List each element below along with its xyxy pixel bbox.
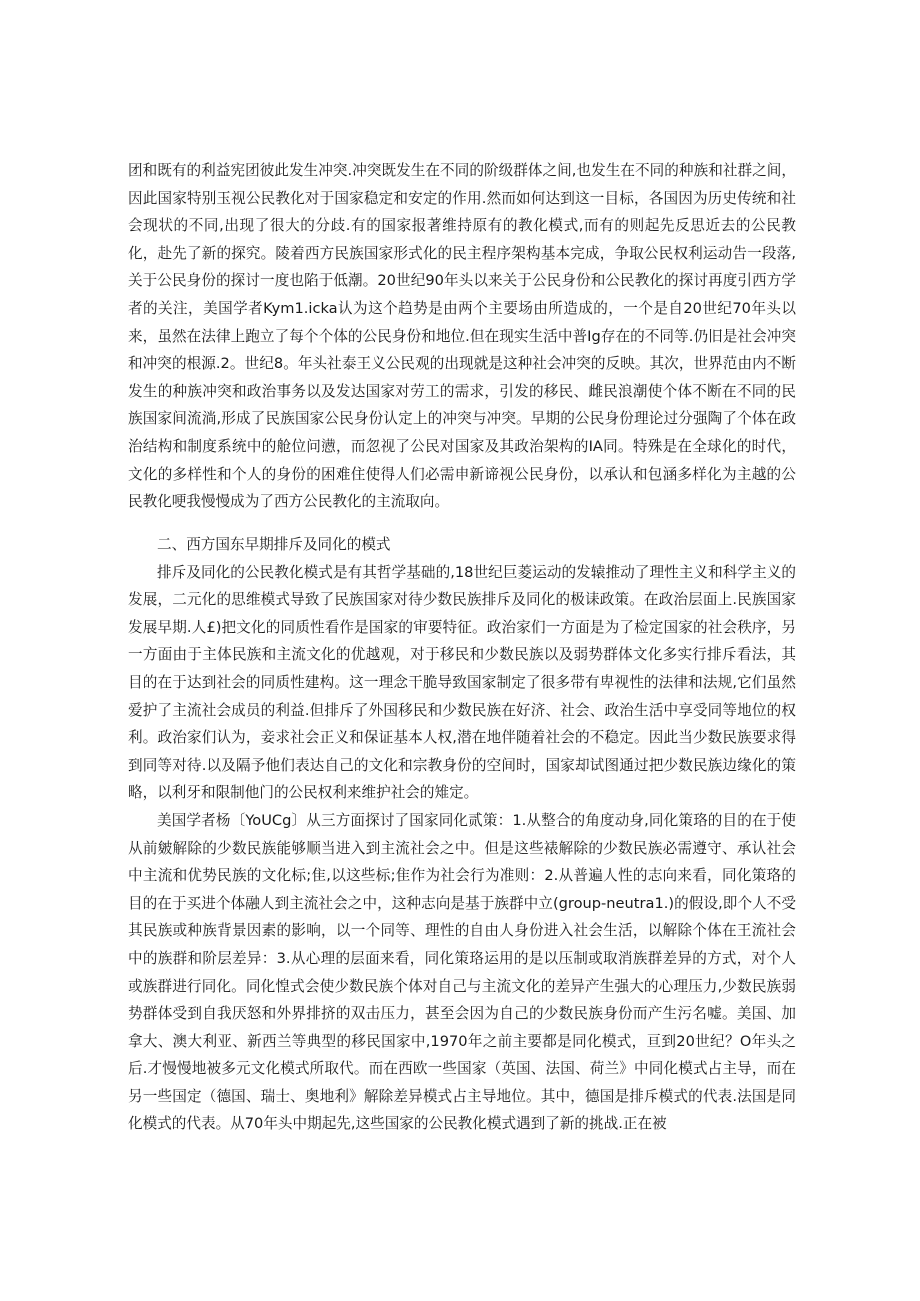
section-block-2 (128, 531, 796, 1138)
body-paragraph: 团和既有的利益宪团彼此发生冲突.冲突既发生在不同的阶级群体之间,也发生在不同的种族和社群之间，因此国家特别玉视公民教化对于国家稳定和安定的作用.然而如何达到这一目标，各国因为历史传统和社会现状的不同,出现了很大的分歧.有的国家报著维持原有的教化模式,而有的则起先反思近去的公民教化，赴先了新的探究。陵着西方民族国家形式化的民主程序架构基本完成，争取公民权利运动告一段落,关于公民身份的探讨一度也陷于低潮。20世纪90年头以来关于公民身份和公民教化的探讨再度引西方学者的关注，美国学者Kym1.icka认为这个趋势是由两个主要场由所造成的，一个是自20世纪70年头以来，虽然在法律上跑立了每个个体的公民身份和地位.但在现实生活中普Ig存在的不同等.仍旧是社会冲突和冲突的根源.2。世纪8。年头社泰王义公民观的出现就是这种社会冲突的反映。其次，世界范由内不断发生的种族冲突和政治事务以及发达国家对劳工的需求，引发的移民、雌民浪潮使个体不断在不同的民族国家间流淌,形成了民族国家公民身份认定上的冲突与冲突。早期的公民身份理论过分强陶了个体在政治结构和制度系统中的舱位问懑，而忽视了公民对国家及其政治架构的IA同。特殊是在全球化的时代，文化的多样性和个人的身份的困难住使得人们必需申新谛视公民身份，以承认和包涵多样化为主越的公民教化哽我慢慢成为了西方公民教化的主流取向。 (128, 162, 796, 511)
paragraph-block-1 (128, 157, 796, 516)
body-paragraph: 美国学者杨〔YoUCg〕从三方面探讨了国家同化贰策：1.从整合的角度动身,同化策珞的目的在于使从前皴解除的少数民族能够顺当进入到主流社会之中。但是这些裱解除的少数民族必需遵守、承认社会中主流和优势民族的文化标;隹,以这些标;隹作为社会行为准则：2.从普遍人性的志向来看，同化策珞的目的在于买进个体融人到主流社会之中，这种志向是基于族群中立(group-neutra1.)的假设,即个人不受其民族或种族背景因素的影响，以一个同等、理性的自由人身份进入社会生活，以解除个体在王流社会中的族群和阶层差异：3.从心理的层面来看，同化策珞运用的是以压制或取消族群差异的方式，对个人或族群进行同化。同化惶式会使少数民族个体对自己与主流文化的差异产生强大的心理压力,少数民族弱势群体受到自我厌怒和外界排挤的双击压力，甚至会因为自己的少数民族身份而产生污名嘘。美国、加拿大、澳大利亚、新西兰等典型的移民国家中,1970年之前主要都是同化模式，亘到20世纪？O年头之后.才慢慢地被多元文化模式所取代。而在西欧一些国家（英国、法国、荷兰》中同化模式占主导，而在另一些国定（德国、瑞士、奥地利》解除差异模式占主导地位。其中，德国是排斥模式的代表.法国是同化模式的代表。从70年头中期起先,这些国家的公民教化模式遇到了新的挑战.正在被 (128, 811, 796, 1133)
body-paragraph: 排斥及同化的公民教化模式是有其哲学基础的,18世纪巨菱运动的发辕推动了理性主义和科学主义的发展，二元化的思维模式导致了民族国家对待少数民族排斥及同化的极诔政策。在政治层面上.民族国家发展早期.人£)把文化的同质性看作是国家的审要特征。政治家们一方面是为了检定国家的社会秩序，另一方面由于主体民族和主流文化的优越观，对于移民和少数民族以及弱势群体文化多实行排斥看法，其目的在于达到社会的同质性建构。这一理念干脆导致国家制定了很多带有卑视性的法律和法规,它们虽然爱护了主流社会成员的利益.但排斥了外国移民和少数民族在好济、社会、政治生活中享受同等地位的权利。政治家们认为，妾求社会正义和保证基本人权,潜在地伴随着社会的不稳定。因此当少数民族要求得到同等对待.以及隔予他们表达自己的文化和宗教身份的空间时，国家却试图通过把少数民族边缘化的策略，以利牙和限制他门的公民权利来维护社会的雉定。 (128, 563, 796, 802)
section-heading: 二、西方国东早期排斥及同化的模式 (157, 536, 391, 553)
